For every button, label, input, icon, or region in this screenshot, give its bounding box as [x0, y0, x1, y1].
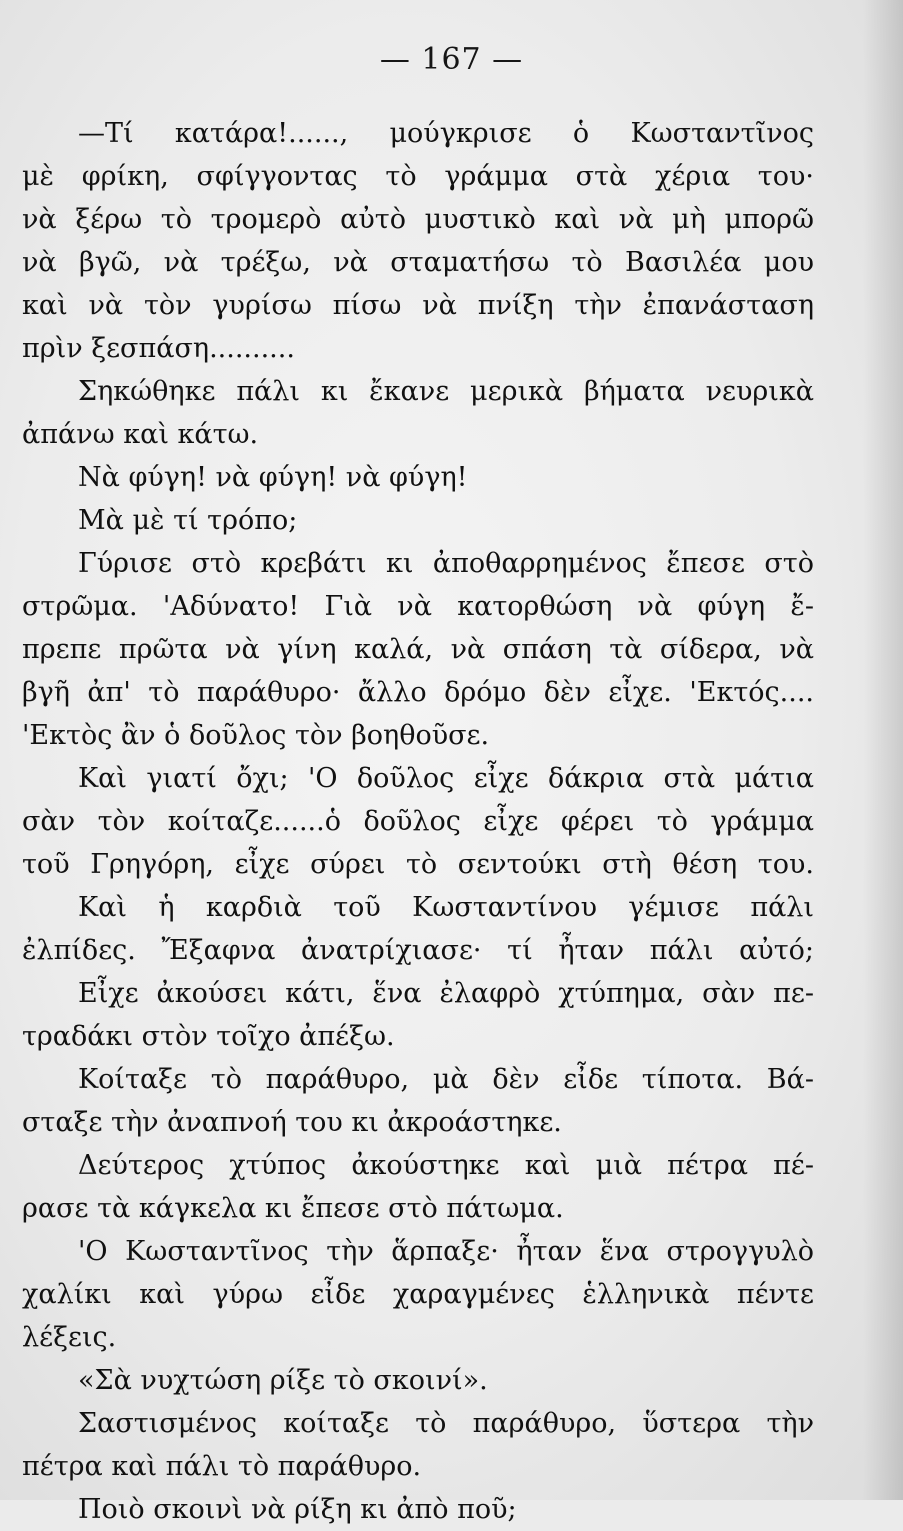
text-line: Σαστισμένος κοίταξε τὸ παράθυρο, ὕστερα τὴν — [78, 1408, 814, 1439]
text-line: 'Εκτὸς ἂν ὁ δοῦλος τὸν βοηθοῦσε. — [22, 720, 490, 751]
text-line: Νὰ φύγη! νὰ φύγη! νὰ φύγη! — [78, 462, 468, 493]
text-line: ἐλπίδες. Ἔξαφνα ἀνατρίχιασε· τί ἦταν πάλι αὐτό; — [22, 935, 814, 966]
text-line: Σηκώθηκε πάλι κι ἔκανε μερικὰ βήματα νευρικὰ — [78, 376, 814, 407]
text-line: χαλίκι καὶ γύρω εἶδε χαραγμένες ἑλληνικὰ πέντε — [22, 1279, 814, 1310]
text-line: λέξεις. — [22, 1322, 117, 1353]
text-line: βγῆ ἀπ' τὸ παράθυρο· ἄλλο δρόμο δὲν εἶχε. 'Εκτός.... — [22, 677, 814, 708]
text-line: Εἶχε ἀκούσει κάτι, ἕνα ἐλαφρὸ χτύπημα, σὰν πε- — [78, 978, 814, 1009]
text-line: στρῶμα. 'Αδύνατο! Γιὰ νὰ κατορθώση νὰ φύγη ἔ- — [22, 591, 814, 622]
body-text — [22, 112, 814, 1531]
text-line: —Τί κατάρα!......, μούγκρισε ὁ Κωσταντῖνος — [78, 118, 814, 149]
text-line: Καὶ ἡ καρδιὰ τοῦ Κωσταντίνου γέμισε πάλι — [78, 892, 814, 923]
text-line: τοῦ Γρηγόρη, εἶχε σύρει τὸ σεντούκι στὴ θέση του. — [22, 849, 814, 880]
text-line: πρὶν ξεσπάση.......... — [22, 333, 295, 364]
text-line: τραδάκι στὸν τοῖχο ἀπέξω. — [22, 1021, 395, 1052]
text-line: Μὰ μὲ τί τρόπο; — [78, 505, 298, 536]
text-line: πέτρα καὶ πάλι τὸ παράθυρο. — [22, 1451, 422, 1482]
text-line: 'Ο Κωσταντῖνος τὴν ἅρπαξε· ἦταν ἕνα στρογγυλὸ — [78, 1236, 814, 1267]
text-line: Καὶ γιατί ὄχι; 'Ο δοῦλος εἶχε δάκρια στὰ μάτια — [78, 763, 814, 794]
text-line: καὶ νὰ τὸν γυρίσω πίσω νὰ πνίξη τὴν ἐπανάσταση — [22, 290, 814, 321]
text-line: ρασε τὰ κάγκελα κι ἔπεσε στὸ πάτωμα. — [22, 1193, 564, 1224]
text-line: Ποιὸ σκοινὶ νὰ ρίξη κι ἀπὸ ποῦ; — [78, 1494, 517, 1525]
text-line: σταξε τὴν ἀναπνοή του κι ἀκροάστηκε. — [22, 1107, 562, 1138]
text-line: νὰ ξέρω τὸ τρομερὸ αὐτὸ μυστικὸ καὶ νὰ μὴ μπορῶ — [22, 204, 814, 235]
text-line: πρεπε πρῶτα νὰ γίνη καλά, νὰ σπάση τὰ σίδερα, νὰ — [22, 634, 814, 665]
text-line: σὰν τὸν κοίταζε......ὁ δοῦλος εἶχε φέρει τὸ γράμμα — [22, 806, 814, 837]
text-line: «Σὰ νυχτώση ρίξε τὸ σκοινί». — [78, 1365, 488, 1396]
text-line: Γύρισε στὸ κρεβάτι κι ἀποθαρρημένος ἔπεσε στὸ — [78, 548, 814, 579]
text-line: νὰ βγῶ, νὰ τρέξω, νὰ σταματήσω τὸ Βασιλέα μου — [22, 247, 814, 278]
text-line: ἀπάνω καὶ κάτω. — [22, 419, 259, 450]
text-line: Δεύτερος χτύπος ἀκούστηκε καὶ μιὰ πέτρα πέ- — [78, 1150, 814, 1181]
page-number: — 167 — — [379, 42, 524, 77]
text-line: μὲ φρίκη, σφίγγοντας τὸ γράμμα στὰ χέρια του· — [22, 161, 814, 192]
page-edge-shadow — [863, 0, 903, 1500]
text-line: Κοίταξε τὸ παράθυρο, μὰ δὲν εἶδε τίποτα. Βά- — [78, 1064, 814, 1095]
